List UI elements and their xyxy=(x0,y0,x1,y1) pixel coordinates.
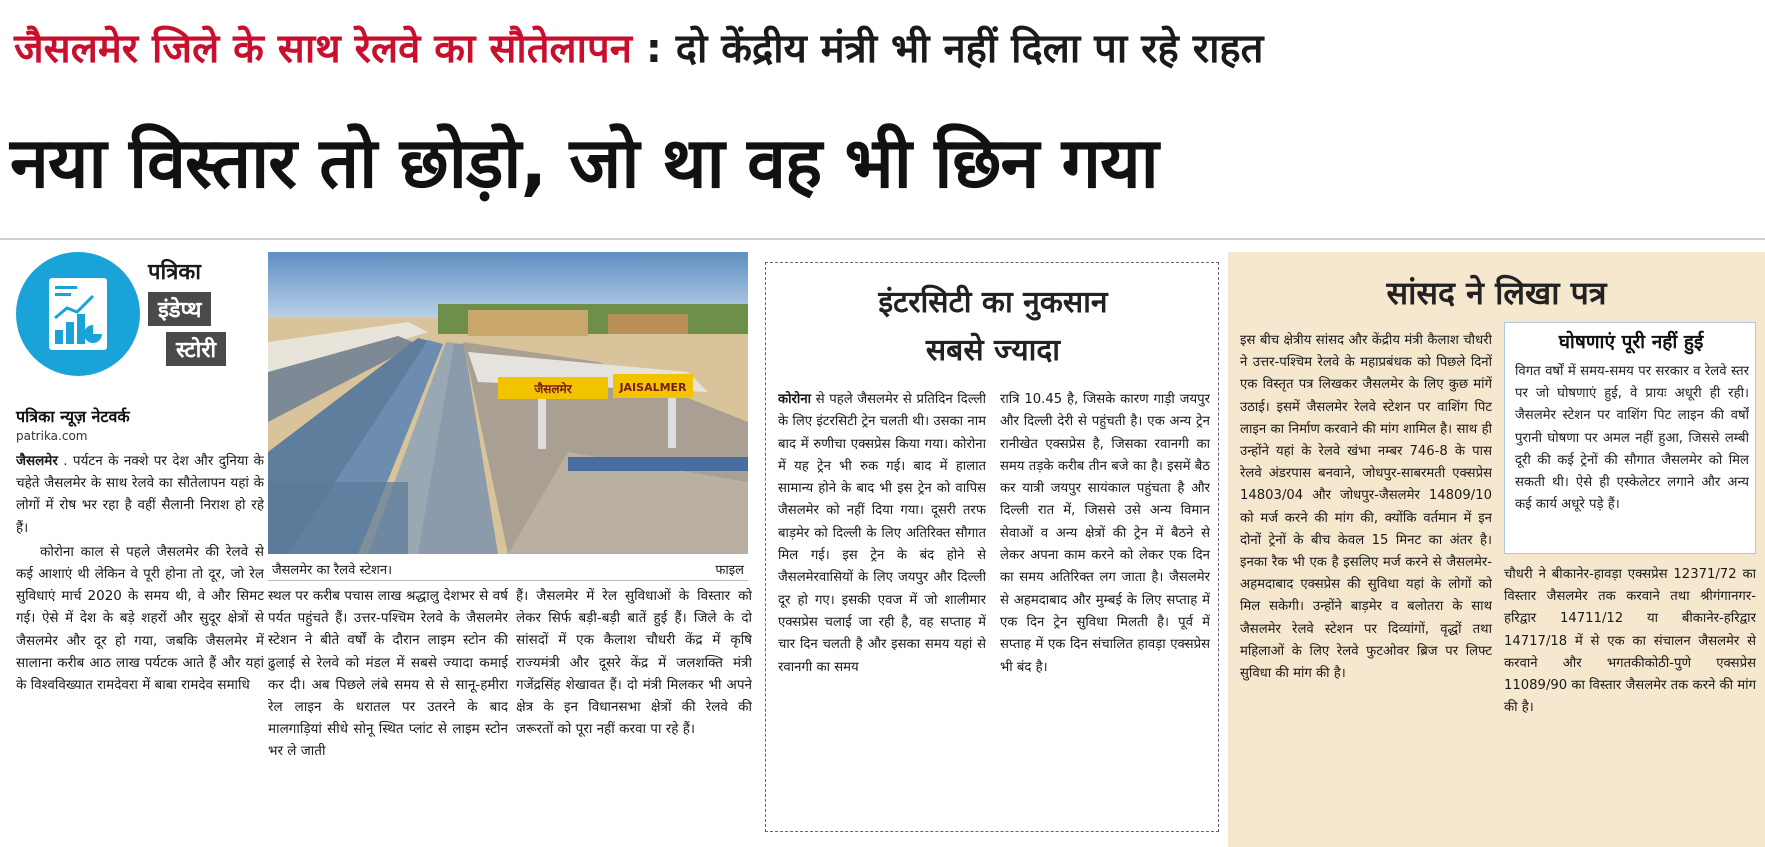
intercity-text-1: से पहले जैसलमेर से प्रतिदिन दिल्ली के लिए इंटरसिटी ट्रेन चलती थी। उसका नाम बाद में रुणीचा एक्सप्रेस किया गया। कोरोना में यह ट्रेन भी रुक गई। बाद में हालात सामान्य होने के बाद भी इस ट्रेन को वापिस जैसलमेर को नहीं दिया गया। दूसरी तरफ बाड़मेर को दिल्ली के लिए अतिरिक्त सौगात मिल गई। इस ट्रेन के बंद होने से जैसलमेरवासियों के लिए जयपुर और दिल्ली दूर हो गए। इसकी एवज में जो शालीमार एक्सप्रेस चलाई जा रही है, वह सप्ताह में चार दिन चलती है और इसका समय यहां से रवानगी का समय xyxy=(778,392,986,675)
badge-line2: इंडेप्थ xyxy=(148,292,211,326)
ghoshna-box xyxy=(1504,322,1756,554)
intercity-column-2: रात्रि 10.45 है, जिसके कारण गाड़ी जयपुर और दिल्ली देरी से पहुंचती है। एक अन्य ट्रेन रानीखेत एक्सप्रेस है, जिसका रवानगी का समय तड़के करीब तीन बजे का है। इसमें बैठ कर यात्री जयपुर सायंकाल पहुंचता है और दिल्ली रात में, जिससे उसे अन्य विमान सेवाओं व अन्य क्षेत्रों की ट्रेन में बैठने से लेकर अपना काम करने को लेकर एक दिन का समय अतिरिक्त लग जाता है। जैसलमेर से अहमदाबाद और मुम्बई के लिए सप्ताह में एक दिन ट्रेन सुविधा मिलती है। पूर्व में सप्ताह में एक दिन संचालित हावड़ा एक्सप्रेस भी बंद है। xyxy=(1000,392,1210,675)
badge-line3: स्टोरी xyxy=(166,332,226,366)
dateline: जैसलमेर xyxy=(16,453,58,469)
headline: नया विस्तार तो छोड़ो, जो था वह भी छिन गया xyxy=(10,122,1158,204)
sign-hindi: जैसलमेर xyxy=(534,382,572,396)
intercity-title-line1: इंटरसिटी का नुकसान xyxy=(878,285,1108,320)
kicker-red: जैसलमेर जिले के साथ रेलवे का सौतेलापन xyxy=(14,26,632,72)
byline-name: पत्रिका न्यूज़ नेटवर्क xyxy=(16,407,130,426)
caption-text: जैसलमेर का रैलवे स्टेशन। xyxy=(272,562,393,578)
kicker-black: दो केंद्रीय मंत्री भी नहीं दिला पा रहे राहत xyxy=(675,26,1264,72)
paragraph xyxy=(16,450,264,539)
report-chart-icon xyxy=(49,278,107,350)
article-column-2: स्थल पर करीब पचास लाख श्रद्धालु देशभर से वर्ष पर्यत पहुंचते हैं। उत्तर-पश्चिम रेलवे के जैसलमेर स्टेशन ने बीते वर्षों के दौरान लाइम स्टोन की ढुलाई से रेलवे को मंडल में सबसे ज्यादा कमाई कर दी। अब पिछले लंबे समय से से सानू-हमीरा रेल लाइन के धरातल पर उतरने के बाद मालगाड़ियां सीधे सोनू स्थित प्लांट से लाइम स्टोन भर ले जाती xyxy=(268,588,508,760)
ghoshna-body: विगत वर्षों में समय-समय पर सरकार व रेलवे स्तर पर जो घोषणाएं हुई, वे प्रायः अधूरी ही रही। जैसलमेर स्टेशन पर वाशिंग पिट लाइन की वर्षों पुरानी घोषणा पर अमल नहीं हुआ, जिससे लम्बी दूरी की कई ट्रेनों की सौगात जैसलमेर को मिल सकती थी। ऐसे ही एस्केलेटर लगाने और अन्य कई कार्य अधूरे पड़े हैं। xyxy=(1515,364,1749,513)
sign-english: JAISALMER xyxy=(619,381,687,394)
sansad-column-1: इस बीच क्षेत्रीय सांसद और केंद्रीय मंत्री कैलाश चौधरी ने उत्तर-पश्चिम रेलवे के महाप्रबंधक को पिछले दिनों एक विस्तृत पत्र लिखकर जैसलमेर के लिए कुछ मांगें उठाई। इसमें जैसलमेर रेलवे स्टेशन पर वाशिंग पिट लाइन का निर्माण करवाने की मांग शामिल है। साथ ही उन्होंने यहां के रेलवे खंभा नम्बर 746-8 के पास रेलवे अंडरपास बनवाने, जोधपुर-साबरमती एक्सप्रेस 14803/04 और जोधपुर-जैसलमेर 14809/10 को मर्ज करने की मांग की, क्योंकि वर्तमान में इन दोनों ट्रेनों के बीच केवल 15 मिनट का अंतर है। इनका रैक भी एक है इसलिए मर्ज करने से जैसलमेर-अहमदाबाद एक्सप्रेस की सुविधा यहां के लोगों को मिल सकेगी। उन्होंने बाड़मेर व बलोतरा के साथ जैसलमेर रेलवे स्टेशन पर दिव्यांगों, वृद्धों तथा महिलाओं के लिए रेलवे फुटओवर ब्रिज पर लिफ्ट सुविधा की मांग की है। xyxy=(1240,333,1492,682)
indepth-badge xyxy=(16,252,262,380)
sansad-panel xyxy=(1228,252,1765,847)
intercity-lead: कोरोना xyxy=(778,392,812,407)
intercity-title xyxy=(766,279,1220,375)
divider xyxy=(0,238,1765,240)
intercity-box xyxy=(765,262,1219,832)
intercity-title-line2: सबसे ज्यादा xyxy=(925,333,1061,368)
kicker xyxy=(14,14,1263,84)
article-column-1 xyxy=(16,450,264,840)
intercity-column-1 xyxy=(778,389,986,824)
sansad-column-2: चौधरी ने बीकानेर-हावड़ा एक्सप्रेस 12371/72 का विस्तार जैसलमेर तक करवाने तथा श्रीगंगानगर-हरिद्वार 14711/12 या बीकानेर-हरिद्वार 14717/18 में से एक का संचालन जैसलमेर से करवाने और भगतकीकोठी-पुणे एक्सप्रेस 11089/90 का विस्तार जैसलमेर तक करने की मांग की है। xyxy=(1504,567,1756,716)
badge-line1: पत्रिका xyxy=(148,260,201,285)
kicker-separator: : xyxy=(631,26,676,72)
paragraph-text: . पर्यटन के नक्शे पर देश और दुनिया के चहेते जैसलमेर के साथ रेलवे का सौतेलापन यहां के लोगों में रोष भर रहा है वहीं सैलानी निराश हो रहे हैं। xyxy=(16,453,264,536)
byline-site: patrika.com xyxy=(16,429,88,443)
paragraph-text: कोरोना काल से पहले जैसलमेर की रेलवे से कई आशाएं थी लेकिन वे पूरी होना तो दूर, जो रेल सुविधाएं मार्च 2020 के समय थी, वे और सिमट गई। ऐसे में देश के बड़े शहरों और सुदूर क्षेत्रों से जैसलमेर और दूर हो गया, जबकि जैसलमेर में सालाना करीब आठ लाख पर्यटक आते हैं और यहां के विश्वविख्यात रामदेवरा में बाबा रामदेव समाधि xyxy=(16,543,264,694)
sansad-title: सांसद ने लिखा पत्र xyxy=(1386,274,1607,312)
photo-credit: फाइल xyxy=(715,562,744,578)
photo-caption xyxy=(268,557,748,581)
ghoshna-title: घोषणाएं पूरी नहीं हुई xyxy=(1558,331,1704,353)
byline xyxy=(16,405,262,443)
article-column-3: हैं। जैसलमेर में रेल सुविधाओं के विस्तार को लेकर सिर्फ बड़ी-बड़ी बातें हुई हैं। जिले के दो सांसदों में एक कैलाश चौधरी केंद्र में कृषि राज्यमंत्री और दूसरे केंद्र में जलशक्ति मंत्री गजेंद्रसिंह शेखावत हैं। दो मंत्री मिलकर भी अपने क्षेत्र के इन विधानसभा क्षेत्रों की रेलवे की जरूरतों को पूरा नहीं करवा पा रहे हैं। xyxy=(516,588,752,738)
station-photo xyxy=(268,252,748,554)
